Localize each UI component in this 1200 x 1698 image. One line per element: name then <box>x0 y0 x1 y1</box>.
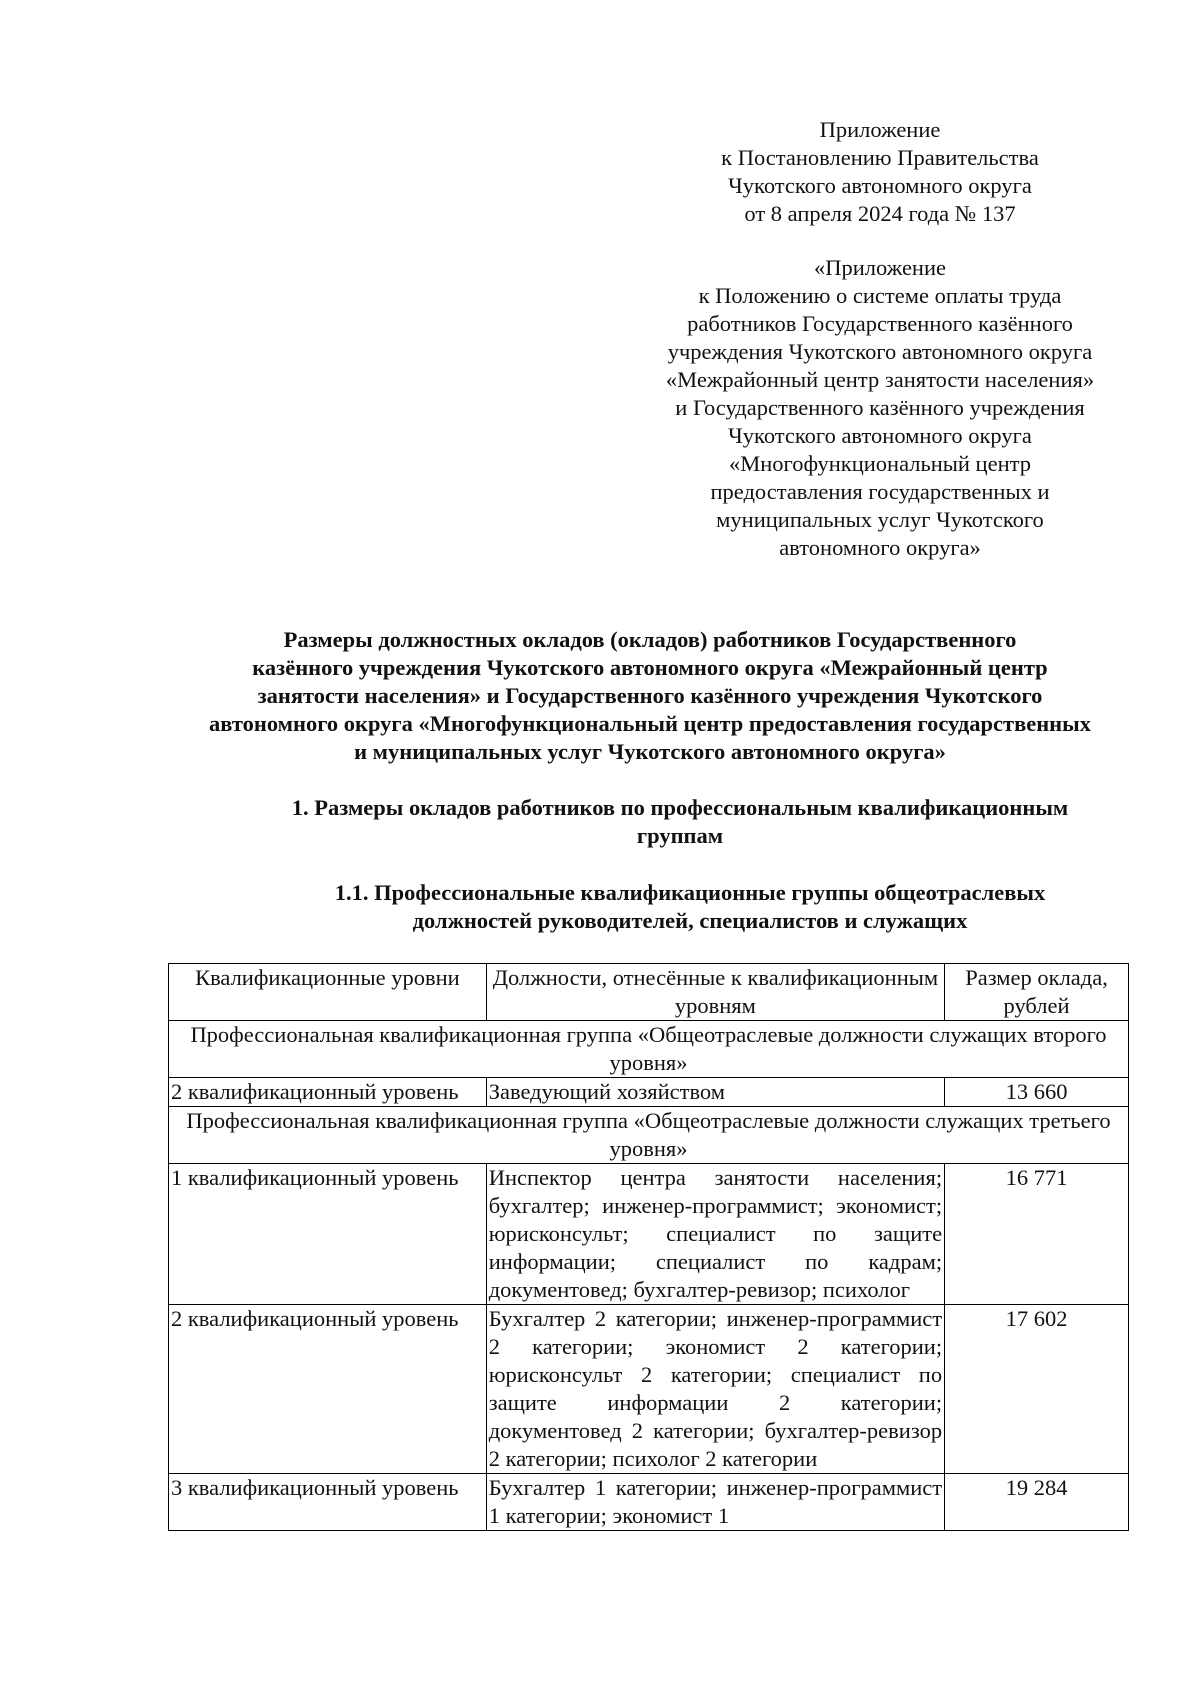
table-row <box>169 1164 1129 1305</box>
header-salary: Размер оклада, рублей <box>945 964 1129 1021</box>
appendix-header <box>660 116 1100 228</box>
appendix-regulation-line: «Приложение <box>813 255 946 280</box>
cell-positions: Бухгалтер 1 категории; инженер-программист 1 категории; экономист 1 <box>486 1474 944 1531</box>
table-header-row <box>169 964 1129 1021</box>
section-1-1-heading <box>260 879 1120 935</box>
cell-positions: Инспектор центра занятости населения; бухгалтер; инженер-программист; экономист; юрисконсульт; специалист по защите информации; специалист по кадрам; документовед; бухгалтер-ревизор; психолог <box>486 1164 944 1305</box>
cell-level: 2 квалификационный уровень <box>169 1078 487 1107</box>
main-title-line: Размеры должностных окладов (окладов) работников Государственного <box>283 627 1017 652</box>
appendix-regulation-line: работников Государственного казённого <box>687 311 1073 336</box>
appendix-regulation-line: учреждения Чукотского автономного округа <box>667 339 1093 364</box>
appendix-header-line: Приложение <box>819 117 941 142</box>
table-row <box>169 1474 1129 1531</box>
appendix-regulation-line: и Государственного казённого учреждения <box>675 395 1085 420</box>
table-row <box>169 1078 1129 1107</box>
table-group-row <box>169 1021 1129 1078</box>
appendix-header-line: к Постановлению Правительства <box>721 145 1039 170</box>
cell-positions: Заведующий хозяйством <box>486 1078 944 1107</box>
group-title: Профессиональная квалификационная группа «Общеотраслевые должности служащих второго уровня» <box>169 1021 1129 1078</box>
appendix-header-line: от 8 апреля 2024 года № 137 <box>744 201 1016 226</box>
header-level: Квалификационные уровни <box>169 964 487 1021</box>
appendix-regulation-line: к Положению о системе оплаты труда <box>698 283 1062 308</box>
table-group-row <box>169 1107 1129 1164</box>
header-positions: Должности, отнесённые к квалификационным уровням <box>486 964 944 1021</box>
appendix-regulation-line: «Многофункциональный центр <box>728 451 1031 476</box>
main-title-line: занятости населения» и Государственного казённого учреждения Чукотского <box>257 683 1043 708</box>
cell-salary: 19 284 <box>945 1474 1129 1531</box>
main-title <box>160 626 1140 766</box>
appendix-regulation <box>660 254 1100 562</box>
cell-positions: Бухгалтер 2 категории; инженер-программист 2 категории; экономист 2 категории; юрисконсульт 2 категории; специалист по защите информации 2 категории; документовед 2 категории; бухгалтер-ревизор 2 категории; психолог 2 категории <box>486 1305 944 1474</box>
appendix-regulation-line: автономного округа» <box>779 535 981 560</box>
cell-level: 3 квалификационный уровень <box>169 1474 487 1531</box>
main-title-line: автономного округа «Многофункциональный центр предоставления государственных <box>209 711 1091 736</box>
appendix-regulation-line: «Межрайонный центр занятости населения» <box>665 367 1095 392</box>
salary-table <box>168 963 1129 1531</box>
appendix-header-line: Чукотского автономного округа <box>728 173 1032 198</box>
table-row <box>169 1305 1129 1474</box>
cell-level: 1 квалификационный уровень <box>169 1164 487 1305</box>
section-heading-line: должностей руководителей, специалистов и служащих <box>412 908 968 933</box>
main-title-line: казённого учреждения Чукотского автономного округа «Межрайонный центр <box>252 655 1048 680</box>
group-title: Профессиональная квалификационная группа «Общеотраслевые должности служащих третьего уровня» <box>169 1107 1129 1164</box>
section-heading-line: 1.1. Профессиональные квалификационные группы общеотраслевых <box>334 880 1046 905</box>
cell-salary: 13 660 <box>945 1078 1129 1107</box>
main-title-line: и муниципальных услуг Чукотского автономного округа» <box>354 739 946 764</box>
cell-salary: 17 602 <box>945 1305 1129 1474</box>
cell-salary: 16 771 <box>945 1164 1129 1305</box>
section-heading-line: 1. Размеры окладов работников по профессиональным квалификационным <box>291 795 1069 820</box>
section-1-heading <box>240 794 1120 850</box>
appendix-regulation-line: муниципальных услуг Чукотского <box>716 507 1044 532</box>
appendix-regulation-line: предоставления государственных и <box>710 479 1050 504</box>
cell-level: 2 квалификационный уровень <box>169 1305 487 1474</box>
appendix-regulation-line: Чукотского автономного округа <box>728 423 1032 448</box>
section-heading-line: группам <box>636 823 724 848</box>
